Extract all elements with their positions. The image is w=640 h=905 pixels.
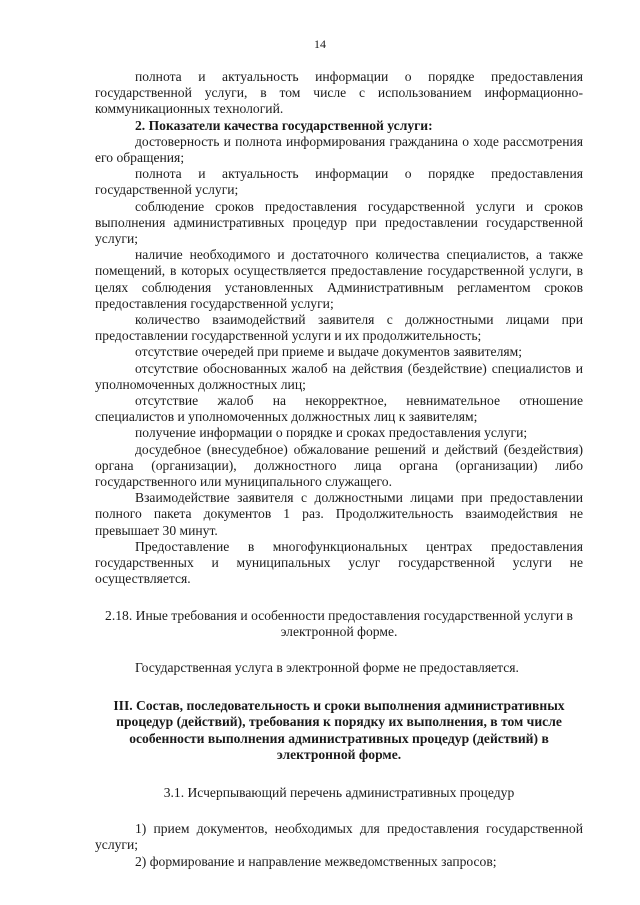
paragraph-deadlines: соблюдение сроков предоставления государственной услуги и сроков выполнения административных процедур при предоставлении государственной услуги; — [95, 198, 583, 247]
paragraph-pretrial-appeal: досудебное (внесудебное) обжалование решений и действий (бездействия) органа (организации), должностного лица органа (организации) либо государственного или муниципального служащего. — [95, 441, 583, 490]
procedure-item-1: 1) прием документов, необходимых для предоставления государственной услуги; — [95, 821, 583, 853]
paragraph-interaction-duration: Взаимодействие заявителя с должностными лицами при предоставлении полного пакета документов 1 раз. Продолжительность взаимодействия не превышает 30 минут. — [95, 490, 583, 538]
paragraph-mfc: Предоставление в многофункциональных центрах предоставления государственных и муниципальных услуг государственной услуги не осуществляется. — [95, 538, 583, 587]
section-3-1-title: 3.1. Исчерпывающий перечень административных процедур — [163, 784, 515, 800]
paragraph-no-incorrect-treatment: отсутствие жалоб на некорректное, невнимательное отношение специалистов и уполномоченных должностных лиц к заявителям; — [95, 393, 583, 425]
paragraph-info-receipt: получение информации о порядке и сроках предоставления услуги; — [135, 425, 528, 441]
paragraph-info-completeness: полнота и актуальность информации о порядке предоставления государственной услуги; — [95, 166, 583, 198]
page-number: 14 — [314, 37, 326, 51]
quality-indicators-heading: 2. Показатели качества государственной услуги: — [135, 117, 433, 133]
section-3-title: III. Состав, последовательность и сроки выполнения административных процедур (действий), требования к порядку их выполнения, в том числе особенности выполнения административных процедур (действий) в электронной форме. — [113, 698, 565, 762]
paragraph-specialists: наличие необходимого и достаточного количества специалистов, а также помещений, в которых осуществляется предоставление государственной услуги, в целях соблюдения установленных Административным регламентом сроков предоставления государственной услуги; — [95, 247, 583, 311]
paragraph-completeness-info: полнота и актуальность информации о порядке предоставления государственной услуги, в том числе с использованием информационно-коммуникационных технологий. — [95, 69, 583, 117]
document-body — [95, 69, 583, 870]
section-2-18-title: 2.18. Иные требования и особенности предоставления государственной услуги в электронной форме. — [105, 607, 573, 639]
paragraph-no-queues: отсутствие очередей при приеме и выдаче документов заявителям; — [135, 344, 522, 360]
section-2-18-text: Государственная услуга в электронной форме не предоставляется. — [135, 659, 519, 675]
paragraph-reliability: достоверность и полнота информирования гражданина о ходе рассмотрения его обращения; — [95, 133, 583, 166]
paragraph-no-complaints: отсутствие обоснованных жалоб на действия (бездействие) специалистов и уполномоченных должностных лиц; — [95, 360, 583, 392]
procedure-item-2: 2) формирование и направление межведомственных запросов; — [135, 853, 497, 869]
paragraph-interactions-count: количество взаимодействий заявителя с должностными лицами при предоставлении государственной услуги и их продолжительность; — [95, 312, 583, 344]
